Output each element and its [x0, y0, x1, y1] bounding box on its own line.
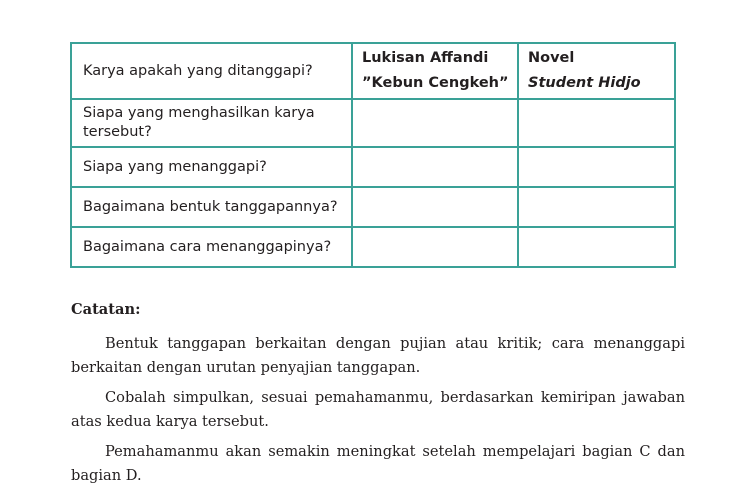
- answer-cell-painting[interactable]: [352, 187, 518, 227]
- header-question-cell: Karya apakah yang ditanggapi?: [71, 43, 352, 99]
- notes-paragraph: Cobalah simpulkan, sesuai pemahamanmu, berdasarkan kemiripan jawaban atas kedua karya tersebut.: [71, 388, 685, 430]
- answer-cell-painting[interactable]: [352, 147, 518, 187]
- notes-section: [71, 298, 685, 494]
- header-painting-cell: [352, 43, 518, 99]
- row-question: Siapa yang menghasilkan karya tersebut?: [71, 99, 352, 147]
- row-question: Bagaimana bentuk tanggapannya?: [71, 187, 352, 227]
- table-row: [71, 147, 675, 187]
- painting-label: Lukisan Affandi: [362, 50, 489, 66]
- notes-paragraph: Pemahamanmu akan semakin meningkat setelah mempelajari bagian C dan bagian D.: [71, 442, 685, 484]
- notes-heading: Catatan:: [71, 301, 141, 318]
- table-row: [71, 99, 675, 147]
- novel-label: Novel: [528, 50, 575, 66]
- answer-cell-novel[interactable]: [518, 99, 675, 147]
- header-novel-cell: [518, 43, 675, 99]
- table-row: [71, 227, 675, 267]
- answer-cell-painting[interactable]: [352, 99, 518, 147]
- notes-paragraph: Bentuk tanggapan berkaitan dengan pujian atau kritik; cara menanggapi berkaitan dengan urutan penyajian tanggapan.: [71, 334, 685, 376]
- table-header-row: [71, 43, 675, 99]
- answer-cell-painting[interactable]: [352, 227, 518, 267]
- novel-title: Student Hidjo: [528, 75, 641, 91]
- answer-cell-novel[interactable]: [518, 187, 675, 227]
- answer-cell-novel[interactable]: [518, 147, 675, 187]
- row-question: Siapa yang menanggapi?: [71, 147, 352, 187]
- answer-cell-novel[interactable]: [518, 227, 675, 267]
- table-row: [71, 187, 675, 227]
- row-question: Bagaimana cara menanggapinya?: [71, 227, 352, 267]
- response-table: [70, 42, 676, 268]
- painting-title: ”Kebun Cengkeh”: [362, 75, 509, 91]
